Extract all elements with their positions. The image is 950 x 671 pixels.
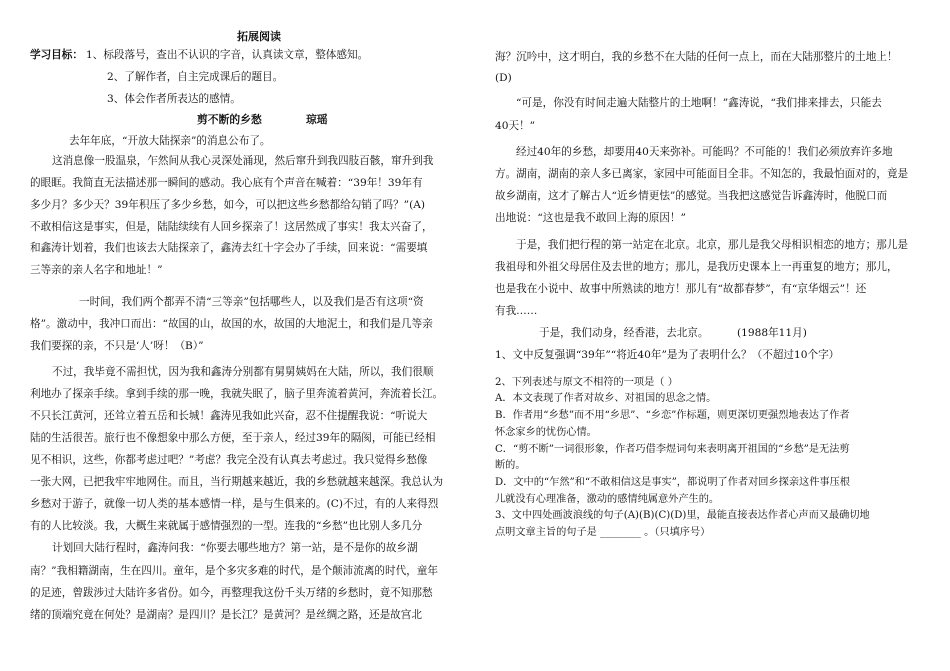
goal-1: 1、标段落号，查出不认识的字音，认真读文章，整体感知。 — [86, 49, 369, 61]
left-line: 利地办了探亲手续。拿到手续的那一晚，我就失眠了，脑子里奔流着黄河，奔流着长江。 — [30, 388, 444, 400]
question-3: 3、文中四处画波浪线的句子(A)(B)(C)(D)里，最能直接表达作者心声而又最确切地 — [495, 510, 870, 521]
left-line: 绪的顶端究竟在何处？是湖南？是四川？是长江？是黄河？是丝绸之路，还是故宫北 — [30, 609, 422, 621]
left-line: 一张大网，已把我牢牢地网住。而且，当行期越来越近，我的乡愁就越来越深。我总认为 — [30, 476, 444, 488]
extended-reading-heading: 拓展阅读 — [237, 30, 281, 43]
left-line: 去年年底，“开放大陆探亲”的消息公布了。 — [69, 135, 271, 147]
right-line: (D) — [495, 72, 512, 84]
right-line: 海？沉吟中，这才明白，我的乡愁不在大陆的任何一点上，而在大陆那整片的土地上！ — [495, 51, 898, 63]
left-line: 这消息像一股温泉，乍然间从我心灵深处涌现，然后窜升到我四肢百骸，窜升到我 — [52, 155, 434, 167]
right-line: “可是，你没有时间走遍大陆整片的土地啊！”鑫涛说，“我们排来排去，只能去 — [516, 97, 882, 109]
left-line: 我们要探的亲，不只是‘人’呀！（B）” — [30, 340, 204, 352]
right-line: 故乡湖南，这才了解古人“近乡情更怯”的感觉。当我把这感觉告诉鑫涛时，他脱口而 — [495, 190, 888, 202]
right-line: 我祖母和外祖父母居住及去世的地方；那儿，是我历史课本上一再重复的地方；那儿， — [495, 261, 898, 273]
left-line: 有的人比较淡。我，大概生来就属于感情强烈的一型。连我的“乡愁”也比别人多几分 — [30, 520, 423, 532]
left-line: 不过，我毕竟不需担忧，因为我和鑫涛分别都有舅舅姨妈在大陆，所以，我们很顺 — [52, 366, 434, 378]
right-line: 出地说：“这也是我不敢回上海的原因！” — [495, 212, 686, 224]
option-a: A．本文表现了作者对故乡、对祖国的思念之情。 — [495, 393, 717, 404]
left-line: 计划回大陆行程时，鑫涛问我：“你要去哪些地方？第一站，是不是你的故乡湖 — [52, 542, 418, 554]
right-line: 于是，我们动身，经香港，去北京。 — [539, 327, 709, 339]
left-line: 乡愁对于游子，就像一切人类的基本感情一样，是与生俱来的。(C)不过，有的人来得烈 — [30, 498, 439, 510]
left-line: 不敢相信这是事实，但是，陆陆续续有人回乡探亲了！这居然成了事实！我太兴奋了， — [30, 221, 433, 233]
goal-2: 2、了解作者，自主完成课后的题目。 — [107, 71, 284, 83]
left-line: 格”。激动中，我冲口而出：“故国的山，故国的水，故国的大地泥土，和我们是几等亲 — [30, 318, 433, 330]
left-line: 陆的生活很苦。旅行也不像想象中那么方便，至于亲人，经过39年的隔阂，可能已经相 — [30, 432, 436, 444]
option-d: D．文中的“乍然”和“不敢相信这是事实”，都说明了作者对回乡探亲这件事压根 — [495, 477, 850, 488]
right-line: 40天！” — [495, 120, 536, 132]
left-line: 的眼眶。我简直无法描述那一瞬间的感动。我心底有个声音在喊着：“39年！39年有 — [30, 177, 423, 189]
left-line: 和鑫涛计划着，我们也该去大陆探亲了，鑫涛去红十字会办了手续，回来说：“需要填 — [30, 242, 428, 254]
option-c: C．“剪不断”一词很形象，作者巧借李煜词句来表明离开祖国的“乡愁”是无法剪 — [495, 444, 850, 455]
question-1: 1、文中反复强调“39年”“将近40年”是为了表明什么？（不超过10个字） — [495, 349, 840, 361]
option-c-cont: 断的。 — [495, 460, 526, 471]
option-b-cont: 怀念家乡的忧伤心情。 — [495, 427, 597, 438]
right-line: 于是，我们把行程的第一站定在北京。北京，那儿是我父母相识相恋的地方；那儿是 — [516, 239, 908, 251]
left-line: 不只长江黄河，还耸立着五岳和长城！鑫涛见我如此兴奋，忍不住提醒我说：“听说大 — [30, 410, 428, 422]
left-line: 的足迹，曾跋涉过大陆许多省份。如今，再整理我这份千头万绪的乡愁时，竟不知那愁 — [30, 587, 433, 599]
option-b: B．作者用“乡愁”而不用“乡思”、“乡恋”作标题，则更深切更强烈地表达了作者 — [495, 410, 850, 421]
goal-3: 3、体会作者所表达的感情。 — [107, 93, 241, 105]
learning-goals-label: 学习目标： — [30, 49, 83, 61]
right-line: 经过40年的乡愁，却要用40天来弥补。可能吗？不可能的！我们必须放弃许多地 — [516, 146, 893, 158]
question-3-cont: 点明文章主旨的句子是 ________ 。（只填序号） — [495, 527, 711, 538]
right-line: 有我…… — [495, 305, 538, 317]
question-2: 2、下列表述与原文不相符的一项是（ ） — [495, 377, 678, 388]
article-date: (1988年11月) — [737, 327, 807, 339]
left-line: 一时间，我们两个都弄不清“三等亲”包括哪些人，以及我们是否有这项“资 — [79, 296, 424, 308]
left-line: 多少月？多少天？39年积压了多少乡愁，如今，可以把这些乡愁都给勾销了吗？”(A) — [30, 199, 425, 211]
right-line: 也是我在小说中、故事中所熟读的地方！那儿有“故都春梦”，有“京华烟云”！还 — [495, 283, 867, 295]
article-author: 琼瑶 — [306, 113, 328, 126]
article-title: 剪不断的乡愁 — [197, 113, 262, 126]
right-line: 方。湖南，湖南的亲人多已离家，家园中可能面目全非。不知怎的，我最怕面对的，竟是 — [495, 168, 909, 180]
left-line: 三等亲的亲人名字和地址！” — [30, 264, 163, 276]
left-line: 南？”我相籍湖南，生在四川。童年，是个多灾多难的时代，是个颠沛流离的时代，童年 — [30, 565, 438, 577]
option-d-cont: 儿就没有心理准备，激动的感情纯属意外产生的。 — [495, 494, 720, 505]
left-line: 见不相识，这些，你都考虑过吧？”考虑？我完全没有认真去考虑过。我只觉得乡愁像 — [30, 454, 428, 466]
